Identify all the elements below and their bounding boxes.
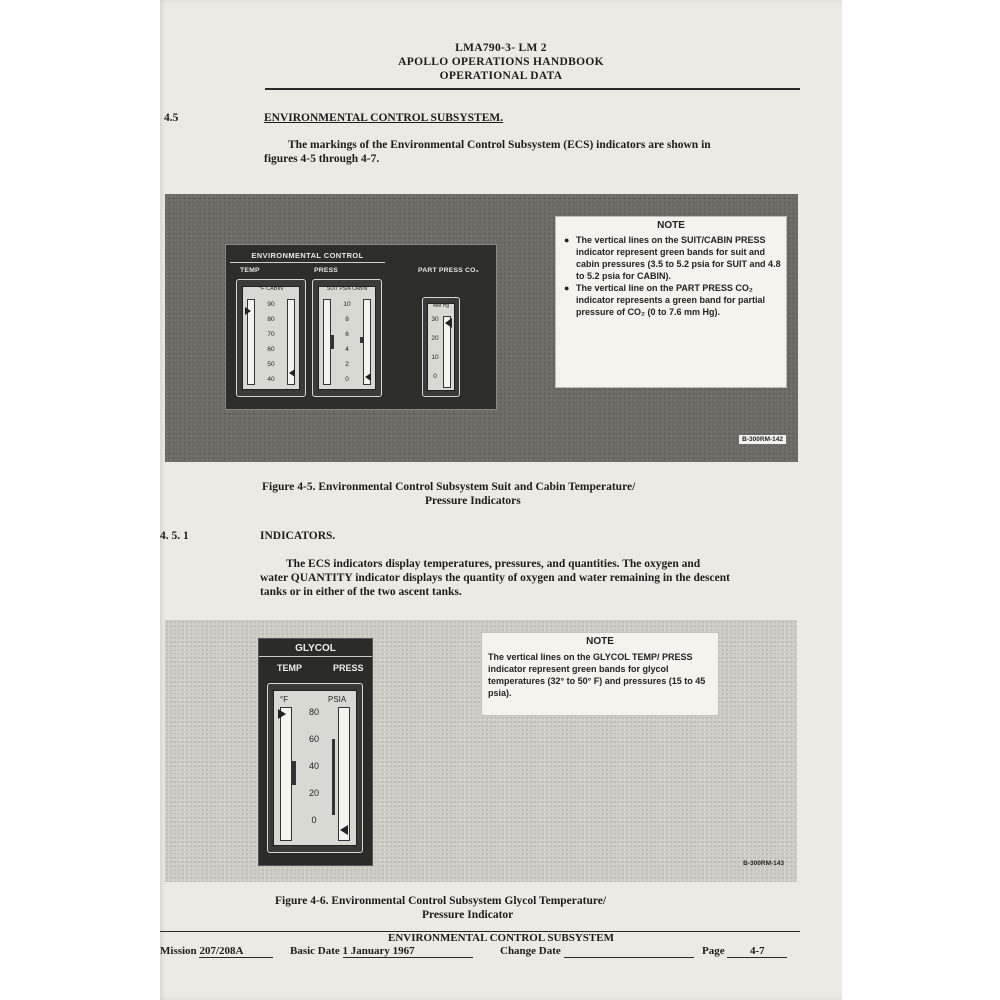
co2-gauge [422,297,460,397]
temp-suit-pointer-icon [245,307,251,315]
glycol-title: GLYCOL [259,643,372,657]
temp-unit: °F CABIN [259,286,283,292]
glycol-temp-pointer-icon [278,709,286,719]
press-gauge-face [318,286,376,390]
press-label: PRESS [314,267,339,274]
temp-gauge [236,279,306,397]
glycol-press-label: PRESS [333,663,364,673]
environmental-control-panel [225,244,497,410]
footer-section-title: ENVIRONMENTAL CONTROL SUBSYSTEM [388,932,614,944]
section-title: ENVIRONMENTAL CONTROL SUBSYSTEM. [264,112,504,124]
temp-label: TEMP [240,267,260,274]
co2-unit: MM Hg [432,303,450,309]
footer-page: Page 4-7 [702,945,787,958]
glycol-press-track [338,707,350,841]
glycol-gauge-face [273,690,357,846]
co2-label: PART PRESS CO₂ [418,267,479,274]
panel-title: ENVIRONMENTAL CONTROL [230,251,385,263]
glycol-press-green-band [332,739,335,815]
handbook-title: APOLLO OPERATIONS HANDBOOK [398,56,604,68]
figure-4-6-caption: Figure 4-6. Environmental Control Subsystem Glycol Temperature/ Pressure Indicator [275,895,607,921]
temp-scale: 90 80 70 60 50 40 [267,301,275,383]
glycol-panel [258,638,373,866]
glycol-scale: 80 60 40 20 0 [308,707,319,825]
glycol-press-pointer-icon [340,825,348,835]
press-cabin-pointer-icon [365,373,371,381]
temp-gauge-face [242,286,300,390]
press-unit: SUIT PSIA CABIN [326,286,368,292]
press-scale: 10 8 6 4 2 0 [343,301,351,383]
glycol-temp-label: TEMP [277,663,303,673]
handbook-page [160,0,842,1000]
co2-scale: 30 20 10 0 [431,316,439,380]
temp-cabin-pointer-icon [289,369,295,377]
section-number: 4.5 [164,112,179,124]
co2-pointer-icon [445,318,452,328]
figure-4-5-caption: Figure 4-5. Environmental Control Subsystem Suit and Cabin Temperature/ Pressure Indicators [262,481,636,507]
press-suit-track [323,299,331,385]
section-paragraph: The markings of the Environmental Control Subsystem (ECS) indicators are shown in figures 4-5 through 4-7. [264,139,711,165]
glycol-unit-right: PSIA [328,695,347,704]
figure-4-6 [165,620,797,882]
footer-basic-date: Basic Date 1 January 1967 [290,945,473,958]
figure-4-5 [165,194,798,462]
note-item-1: ● The vertical lines on the SUIT/CABIN PRESS indicator represent green bands for suit and cabin pressures (3.5 to 5.2 psia for SUIT and 4.8 to 5.2 psia for CABIN). [564,235,781,281]
bullet-icon: ● [564,235,570,245]
header-rule [265,88,800,90]
section-number: 4. 5. 1 [160,530,189,542]
footer-change-date: Change Date [500,945,694,958]
bullet-icon: ● [564,283,570,293]
glycol-temp-track [280,707,292,841]
section-paragraph: The ECS indicators display temperatures, pressures, and quantities. The oxygen and water QUANTITY indicator displays the quantity of oxygen and water remaining in the descent tanks or in either of the two ascent tanks. [260,558,730,598]
section-title: INDICATORS. [260,530,336,542]
footer-mission: Mission 207/208A [160,945,273,958]
press-cabin-green-band [360,337,363,343]
note-title: NOTE [586,636,614,647]
press-gauge [312,279,382,397]
handbook-subtitle: OPERATIONAL DATA [439,70,563,82]
figure-id: B-300RM-142 [739,435,786,444]
glycol-unit-left: °F [280,695,289,704]
note-box-4-6 [481,632,719,716]
note-body: The vertical lines on the GLYCOL TEMP/ PRESS indicator represent green bands for glycol temperatures (32° to 50° F) and pressures (15 to 45 psia). [488,652,706,698]
note-box-4-5 [555,216,787,388]
note-item-2: ● The vertical line on the PART PRESS CO₂ indicator represents a green band for partial pressure of CO₂ (0 to 7.6 mm Hg). [564,283,766,317]
glycol-gauge [267,683,363,853]
co2-gauge-face [427,303,455,391]
doc-id: LMA790-3- LM 2 [455,42,547,54]
glycol-temp-green-band [292,761,296,785]
figure-id: B-300RM-143 [743,860,784,867]
note-title: NOTE [657,220,685,231]
press-suit-green-band [331,335,334,349]
